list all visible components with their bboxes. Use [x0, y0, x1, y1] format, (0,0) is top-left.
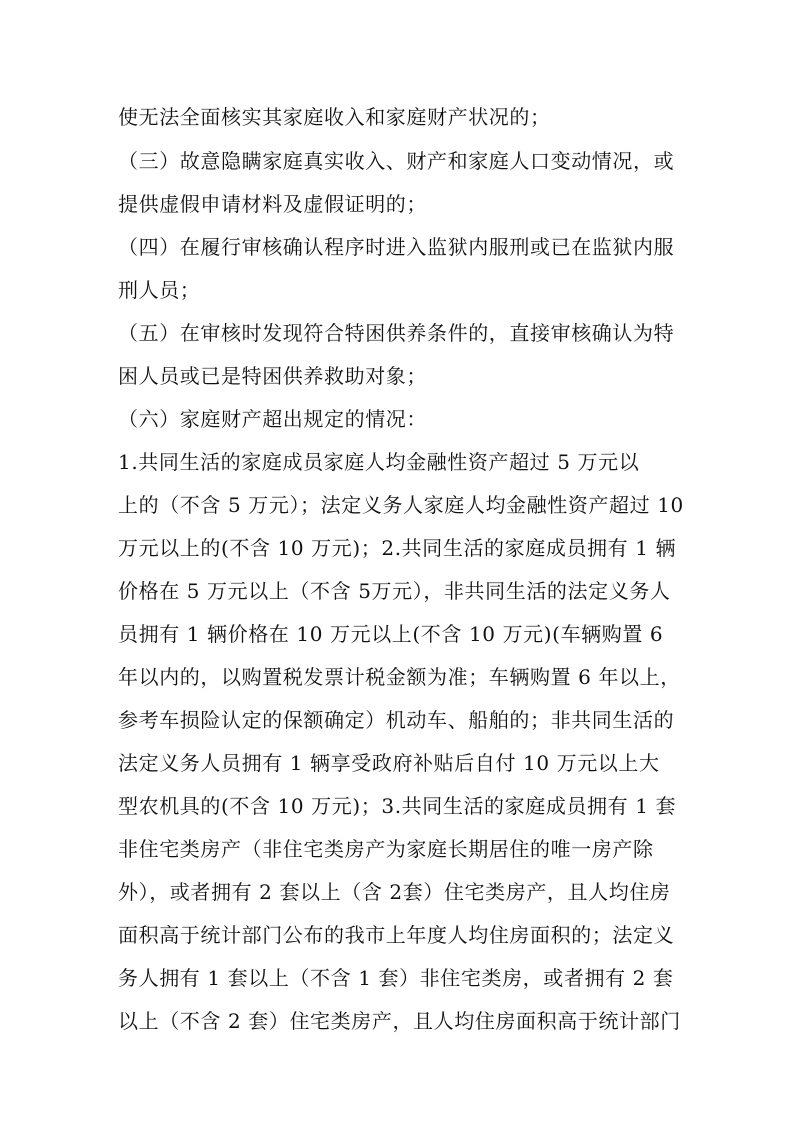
text-line: 以上（不含 2 套）住宅类房产，且人均住房面积高于统计部门 — [118, 1009, 681, 1033]
text-line: 年以内的，以购置税发票计税金额为准；车辆购置 6 年以上， — [118, 665, 681, 689]
text-line: （四）在履行审核确认程序时进入监狱内服刑或已在监狱内服 — [118, 235, 675, 259]
text-line: 参考车损险认定的保额确定）机动车、船舶的；非共同生活的 — [118, 708, 675, 732]
text-line: 外），或者拥有 2 套以上（含 2套）住宅类房产，且人均住房 — [118, 880, 671, 904]
text-line: 员拥有 1 辆价格在 10 万元以上(不含 10 万元)(车辆购置 6 — [118, 622, 664, 646]
text-line: 困人员或已是特困供养救助对象； — [118, 364, 427, 388]
text-line: 提供虚假申请材料及虚假证明的； — [118, 192, 427, 216]
text-line: （三）故意隐瞒家庭真实收入、财产和家庭人口变动情况，或 — [118, 149, 675, 173]
text-line: 万元以上的(不含 10 万元)；2.共同生活的家庭成员拥有 1 辆 — [118, 536, 677, 560]
text-line: 面积高于统计部门公布的我市上年度人均住房面积的；法定义 — [118, 923, 675, 947]
text-line: 刑人员； — [118, 278, 201, 302]
text-line: 价格在 5 万元以上（不含 5万元），非共同生活的法定义务人 — [118, 579, 671, 603]
text-line: （六）家庭财产超出规定的情况： — [118, 407, 427, 431]
text-line: 型农机具的(不含 10 万元)；3.共同生活的家庭成员拥有 1 套 — [118, 794, 677, 818]
text-line: 1.共同生活的家庭成员家庭人均金融性资产超过 5 万元以 — [118, 450, 640, 474]
text-line: 务人拥有 1 套以上（不含 1 套）非住宅类房，或者拥有 2 套 — [118, 966, 674, 990]
text-line: 使无法全面核实其家庭收入和家庭财产状况的； — [118, 105, 551, 129]
text-line: 非住宅类房产（非住宅类房产为家庭长期居住的唯一房产除 — [118, 837, 654, 861]
text-line: 上的（不含 5 万元）；法定义务人家庭人均金融性资产超过 10 — [118, 493, 684, 517]
text-line: （五）在审核时发现符合特困供养条件的，直接审核确认为特 — [118, 321, 675, 345]
text-line: 法定义务人员拥有 1 辆享受政府补贴后自付 10 万元以上大 — [118, 751, 660, 775]
